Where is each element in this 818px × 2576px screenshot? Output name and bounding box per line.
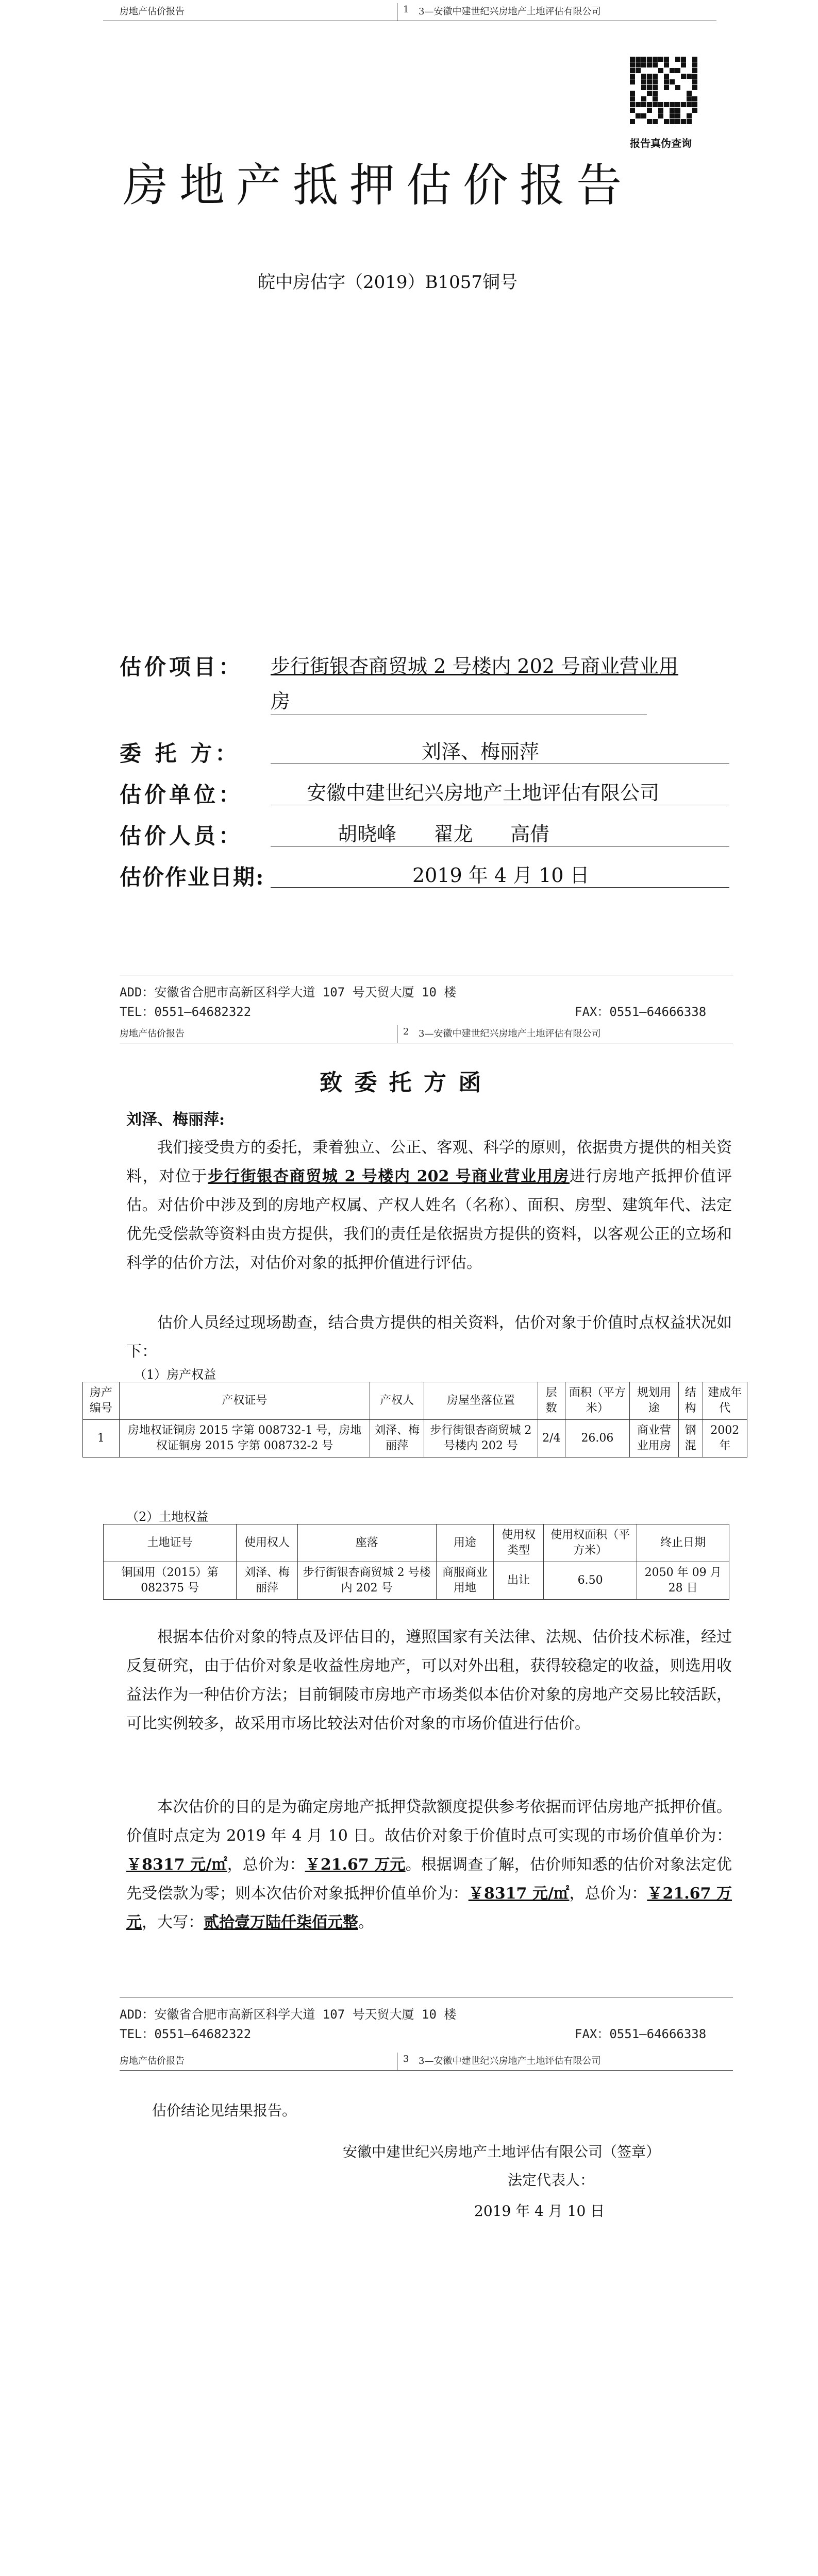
- signature-date: 2019 年 4 月 10 日: [474, 2202, 605, 2219]
- legal-representative: 法定代表人：: [508, 2172, 595, 2189]
- company-signature: 安徽中建世纪兴房地产土地评估有限公司（签章）: [343, 2143, 661, 2160]
- table-header-cell: 土地证号: [104, 1524, 237, 1562]
- footer-fax: FAX：0551—64666338: [575, 2027, 707, 2041]
- footer-address: ADD：安徽省合肥市高新区科学大道 107 号天贸大厦 10 楼: [120, 2007, 457, 2022]
- method-paragraph: 根据本估价对象的特点及评估目的，遵照国家有关法律、法规、估价技术标准，经过反复研究，由于估价对象是收益性房地产，可以对外出租，获得较稳定的收益，则选用收益法作为一种估价方法；目前铜陵市房地产市场类似本估价对象的房地产交易比较活跃，可比实例较多，故采用市场比较法对估价对象的市场价值进行估价。: [126, 1628, 732, 1733]
- table-cell: 刘泽、梅丽萍: [370, 1420, 424, 1458]
- table-cell: 刘泽、梅丽萍: [237, 1562, 297, 1600]
- unit-label: 估价单位：: [120, 782, 244, 807]
- table-header-cell: 面积（平方米）: [565, 1382, 629, 1420]
- page-header-title: 房地产估价报告: [120, 2056, 185, 2066]
- page-header-title: 房地产估价报告: [120, 6, 185, 17]
- footer-address: ADD：安徽省合肥市高新区科学大道 107 号天贸大厦 10 楼: [120, 985, 457, 999]
- table-cell: 步行街银杏商贸城 2 号楼内 202 号: [424, 1420, 538, 1458]
- conclusion-text: ，总价为：: [569, 1885, 647, 1903]
- table-header-cell: 使用权面积（平方米）: [543, 1524, 637, 1562]
- conclusion-text: 。根据调查了解，估价师知悉的估价对象法定优先受偿款为零；则本次估价对象抵押价值单价为：: [126, 1856, 732, 1903]
- client-label: 委 托 方：: [120, 741, 240, 766]
- table-header-cell: 用途: [436, 1524, 494, 1562]
- table-cell: 钢混: [678, 1420, 703, 1458]
- table-header-cell: 房产编号: [83, 1382, 120, 1420]
- page-number: 2: [403, 1026, 409, 1037]
- market-total-price: ￥21.67 万元: [305, 1856, 406, 1874]
- table-header-cell: 结构: [678, 1382, 703, 1420]
- table-header-cell: 建成年代: [703, 1382, 747, 1420]
- conclusion-note: 估价结论见结果报告。: [152, 2102, 297, 2119]
- table-header-cell: 规划用途: [630, 1382, 679, 1420]
- mortgage-unit-price: ￥8317 元/㎡: [468, 1885, 570, 1903]
- table-header-cell: 使用权类型: [494, 1524, 543, 1562]
- page-number: 1: [403, 4, 409, 15]
- table-header-cell: 层数: [538, 1382, 565, 1420]
- project-value: 步行街银杏商贸城 2 号楼内 202 号商业营业用: [271, 655, 679, 677]
- land-rights-table: [103, 1524, 729, 1600]
- qr-code-icon[interactable]: [630, 57, 698, 125]
- table-cell: 商服商业用地: [436, 1562, 494, 1600]
- salutation: 刘泽、梅丽萍:: [126, 1111, 225, 1129]
- table-cell: 2002 年: [703, 1420, 747, 1458]
- page-header-company: 3—安徽中建世纪兴房地产土地评估有限公司: [419, 1028, 601, 1039]
- table-cell: 出让: [494, 1562, 543, 1600]
- intro-text-cont: 进行房地产抵押价值评估。对估价中涉及到的房地产权属、产权人姓名（名称）、面积、房型、建筑年代、法定优先受偿款等资料由贵方提供，我们的责任是依据贵方提供的资料，以客观公正的立场和科学的估价方法，对估价对象的抵押价值进行评估。: [126, 1167, 732, 1272]
- table-cell: 6.50: [543, 1562, 637, 1600]
- rights-paragraph: 估价人员经过现场勘查，结合贵方提供的相关资料，估价对象于价值时点权益状况如下：: [126, 1314, 732, 1361]
- conclusion-text: 。: [358, 1913, 374, 1931]
- house-rights-table: [82, 1382, 747, 1458]
- page-header-company: 3—安徽中建世纪兴房地产土地评估有限公司: [419, 6, 601, 17]
- conclusion-text: 本次估价的目的是为确定房地产抵押贷款额度提供参考依据而评估房地产抵押价值。价值时点定为 2019 年 4 月 10 日。故估价对象于价值时点可实现的市场价值单价为：: [126, 1798, 732, 1845]
- table-cell: 铜国用（2015）第 082375 号: [104, 1562, 237, 1600]
- property-name: 步行街银杏商贸城 2 号楼内 202 号商业营业用房: [208, 1167, 570, 1185]
- project-label: 估价项目：: [120, 654, 244, 680]
- table-cell: 26.06: [565, 1420, 629, 1458]
- date-underline: [271, 887, 729, 888]
- table-cell: 1: [83, 1420, 120, 1458]
- mortgage-total-price: ￥21.67 万元: [126, 1885, 732, 1931]
- table-cell: 步行街银杏商贸城 2 号楼内 202 号: [297, 1562, 436, 1600]
- conclusion-paragraph: [126, 1793, 732, 1937]
- project-value-cont: 房: [271, 690, 291, 713]
- intro-paragraph: [126, 1133, 732, 1278]
- conclusion-text: ，总价为：: [227, 1856, 305, 1874]
- table-cell: 房地权证铜房 2015 字第 008732-1 号，房地权证铜房 2015 字第 008732-2 号: [119, 1420, 370, 1458]
- table-cell: 2050 年 09 月 28 日: [637, 1562, 729, 1600]
- footer-tel: TEL：0551—64682322: [120, 2027, 252, 2041]
- market-unit-price: ￥8317 元/㎡: [126, 1856, 227, 1874]
- table-header-cell: 房屋坐落位置: [424, 1382, 538, 1420]
- date-label: 估价作业日期:: [120, 865, 265, 890]
- house-rights-heading: （1）房产权益: [134, 1367, 216, 1382]
- qr-caption: 报告真伪查询: [630, 137, 692, 149]
- table-cell: 2/4: [538, 1420, 565, 1458]
- land-rights-heading: （2）土地权益: [126, 1510, 209, 1524]
- header-rule: [120, 2070, 733, 2071]
- table-header-cell: 产权证号: [119, 1382, 370, 1420]
- page-header-title: 房地产估价报告: [120, 1028, 185, 1039]
- letter-title: 致 委 托 方 函: [320, 1070, 483, 1096]
- table-header-cell: 产权人: [370, 1382, 424, 1420]
- client-value: 刘泽、梅丽萍: [422, 740, 540, 763]
- footer-tel: TEL：0551—64682322: [120, 1005, 252, 1019]
- table-cell: 商业营业用房: [630, 1420, 679, 1458]
- date-value: 2019 年 4 月 10 日: [412, 864, 590, 887]
- conclusion-text: ，大写：: [142, 1913, 204, 1931]
- unit-value: 安徽中建世纪兴房地产土地评估有限公司: [307, 782, 660, 804]
- intro-text: 我们接受贵方的委托，秉着独立、公正、客观、科学的原则，依据贵方提供的相关资料，对位于: [126, 1139, 732, 1185]
- document-number: 皖中房估字（2019）B1057铜号: [258, 272, 518, 293]
- report-title: 房地产抵押估价报告: [123, 159, 633, 212]
- footer-fax: FAX：0551—64666338: [575, 1005, 707, 1019]
- table-header-cell: 座落: [297, 1524, 436, 1562]
- page-header-company: 3—安徽中建世纪兴房地产土地评估有限公司: [419, 2056, 601, 2066]
- staff-label: 估价人员：: [120, 823, 244, 849]
- page-number: 3: [403, 2054, 409, 2064]
- table-header-cell: 使用权人: [237, 1524, 297, 1562]
- total-price-uppercase: 贰拾壹万陆仟柒佰元整: [204, 1913, 358, 1931]
- staff-value: 胡晓峰 翟龙 高倩: [338, 823, 549, 845]
- table-header-cell: 终止日期: [637, 1524, 729, 1562]
